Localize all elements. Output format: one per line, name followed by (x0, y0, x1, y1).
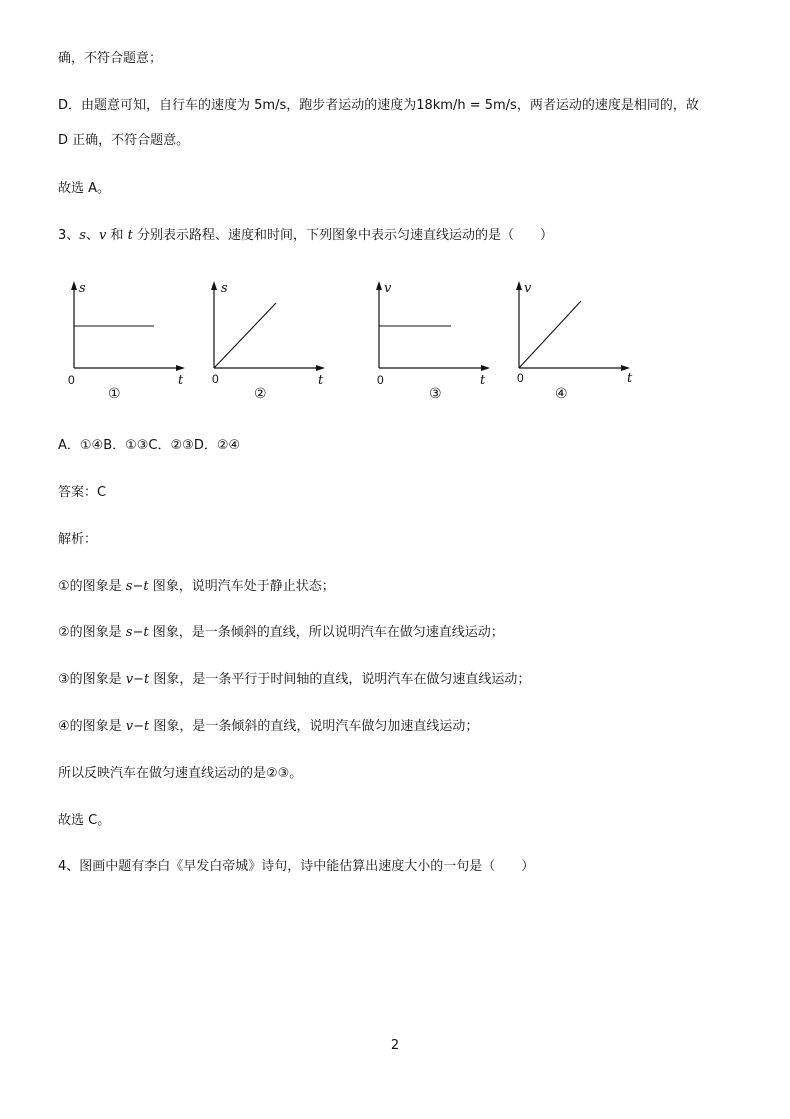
final-answer-line: 故选 C。 (58, 813, 111, 828)
analysis-heading: 解析： (58, 532, 98, 547)
x-arrow (316, 365, 325, 371)
y-label: s (79, 281, 86, 296)
origin-label: 0 (377, 373, 384, 387)
question-4: 4、图画中题有李白《早发白帝城》诗句，诗中能估算出速度大小的一句是（ ） (58, 859, 535, 874)
graph-number: ① (108, 386, 121, 402)
question-3 (58, 227, 553, 245)
graph-number: ③ (429, 386, 442, 402)
explanation-4 (58, 718, 478, 736)
x-label: t (318, 373, 324, 388)
math-var: v−t (125, 719, 150, 734)
page-number: 2 (390, 1038, 400, 1053)
origin-label: 0 (517, 371, 524, 385)
text-sep: 、 (85, 228, 99, 243)
y-arrow (516, 281, 522, 290)
math-var: v−t (125, 672, 150, 687)
text: ①的图象是 (58, 579, 126, 594)
origin-label: 0 (68, 373, 75, 387)
options-line: A．①④B．①③C．②③D．②④ (58, 438, 241, 453)
x-label: t (178, 373, 184, 388)
text: 图象，是一条倾斜的直线，所以说明汽车在做匀速直线运动； (148, 625, 504, 640)
y-label: v (384, 281, 392, 296)
y-arrow (211, 281, 217, 290)
text-line: D 正确，不符合题意。 (58, 133, 190, 148)
graph-line (214, 303, 276, 368)
y-arrow (376, 281, 382, 290)
text-line: D．由题意可知，自行车的速度为 5m/s，跑步者运动的速度为18km/h = 5m/s，两者运动的速度是相同的，故 (58, 98, 699, 113)
y-arrow (71, 281, 77, 290)
graph-1 (55, 278, 195, 407)
x-arrow (481, 365, 490, 371)
y-label: v (524, 281, 532, 296)
text-line: 故选 A。 (58, 181, 111, 196)
text: ③的图象是 (58, 672, 126, 687)
var-t: t (127, 228, 133, 243)
text-and: 和 (106, 228, 128, 243)
origin-label: 0 (212, 372, 219, 386)
graph-2 (195, 278, 335, 407)
graph-number: ④ (555, 386, 568, 402)
text-line: 确，不符合题意； (58, 51, 163, 66)
var-v: v (98, 228, 107, 243)
text: ②的图象是 (58, 625, 126, 640)
x-arrow (176, 365, 185, 371)
graph-number: ② (254, 386, 267, 402)
text: ④的图象是 (58, 719, 126, 734)
graph-line (519, 301, 581, 368)
graph-4 (500, 278, 640, 407)
text: 图象，是一条倾斜的直线，说明汽车做匀加速直线运动； (149, 719, 479, 734)
question-text: 分别表示路程、速度和时间，下列图象中表示匀速直线运动的是（ ） (132, 228, 553, 243)
y-label: s (221, 281, 228, 296)
explanation-3 (58, 671, 530, 689)
graph-3 (360, 278, 500, 407)
var-s: s (79, 228, 86, 243)
conclusion-line: 所以反映汽车在做匀速直线运动的是②③。 (58, 766, 303, 781)
math-var: s−t (125, 625, 149, 640)
text: 图象，说明汽车处于静止状态； (148, 579, 335, 594)
x-label: t (627, 371, 633, 386)
question-number: 3、 (58, 228, 80, 243)
math-var: s−t (125, 579, 149, 594)
text: 图象，是一条平行于时间轴的直线，说明汽车在做匀速直线运动； (149, 672, 531, 687)
answer-line: 答案：C (58, 485, 107, 500)
x-label: t (480, 373, 486, 388)
explanation-2 (58, 624, 504, 642)
explanation-1 (58, 578, 335, 596)
